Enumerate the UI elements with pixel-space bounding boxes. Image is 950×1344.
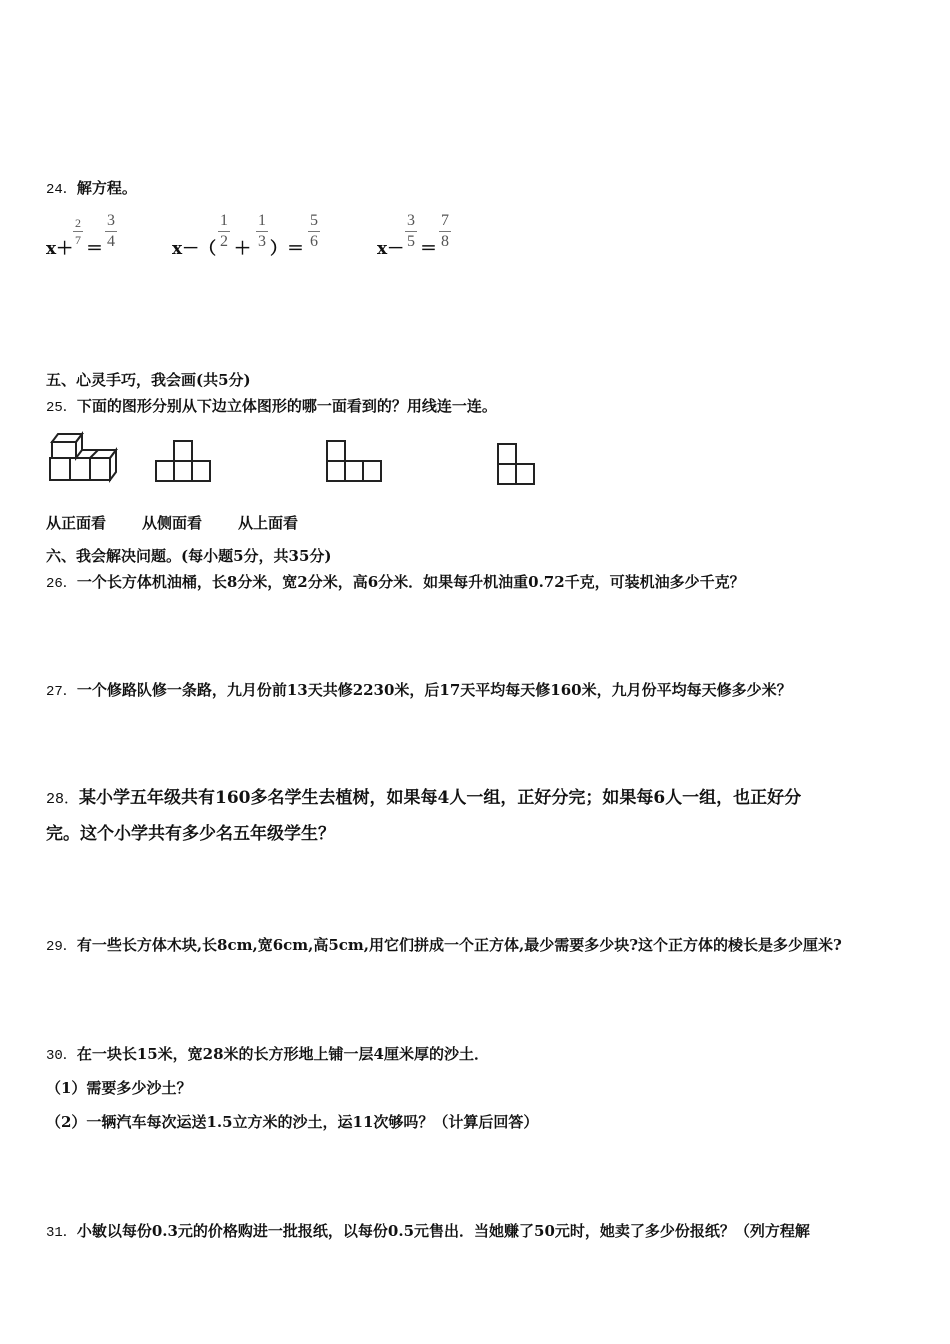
equals-sign: ＝: [420, 239, 437, 259]
question-number: 31．: [46, 1225, 77, 1241]
equation-1: [46, 210, 136, 260]
question-text: 小敏以每份0.3元的价格购进一批报纸，以每份0.5元售出．当她赚了50元时，她卖了多少份报纸？（列方程解: [76, 1222, 810, 1240]
fraction: 5 6: [310, 212, 318, 250]
question-26: [46, 571, 745, 592]
question-27: [46, 679, 792, 700]
solid-figure: [46, 430, 118, 484]
question-text: 一个修路队修一条路，九月份前13天共修2230米，后17天平均每天修160米，九月份平均每天修多少米？: [76, 681, 792, 699]
fraction: 1 2: [220, 212, 228, 250]
label-top-view: 从上面看: [238, 514, 299, 532]
label-front-view: 从正面看: [46, 514, 107, 532]
question-number: 24．: [46, 182, 77, 198]
section-5-title: 五、心灵手巧，我会画(共5分): [46, 371, 251, 389]
fraction: 3 4: [107, 212, 115, 250]
equals-sign: ＝: [86, 239, 103, 259]
view-figure-a: [155, 438, 213, 484]
question-number: 26．: [46, 576, 77, 592]
question-31: [46, 1220, 810, 1241]
question-text: 下面的图形分别从下边立体图形的哪一面看到的？用线连一连。: [76, 397, 497, 415]
equation-close: ）＝: [270, 239, 304, 259]
label-side-view: 从侧面看: [142, 514, 203, 532]
question-text-line2: 完。这个小学共有多少名五年级学生？: [46, 824, 335, 844]
question-text: 一个长方体机油桶，长8分米，宽2分米，高6分米．如果每升机油重0.72千克，可装机油多少千克？: [76, 573, 745, 591]
view-figure-c: [496, 442, 536, 488]
equation-prefix: x－（: [172, 239, 217, 259]
question-text: 有一些长方体木块,长8cm,宽6cm,高5cm,用它们拼成一个正方体,最少需要多少块?这个正方体的棱长是多少厘米?: [76, 936, 842, 954]
question-number: 28．: [46, 791, 80, 808]
equation-prefix: x＋: [46, 239, 74, 259]
question-30-part-2: （2）一辆汽车每次运送1.5立方米的沙土，运11次够吗？（计算后回答）: [46, 1113, 539, 1131]
question-24: [46, 177, 137, 198]
question-25: [46, 395, 497, 416]
equation-3: [377, 210, 467, 260]
question-number: 27．: [46, 684, 77, 700]
view-figure-b: [325, 438, 383, 484]
question-30: [46, 1043, 489, 1064]
fraction: 7 8: [441, 212, 449, 250]
question-30-part-1: （1）需要多少沙土？: [46, 1079, 192, 1097]
question-text: 在一块长15米，宽28米的长方形地上铺一层4厘米厚的沙土．: [76, 1045, 490, 1063]
question-number: 30．: [46, 1048, 77, 1064]
fraction: 3 5: [407, 212, 415, 250]
question-number: 25．: [46, 400, 77, 416]
question-text: 解方程。: [76, 179, 137, 197]
question-number: 29．: [46, 939, 77, 955]
fraction: 2 7: [75, 216, 81, 247]
question-text-line1: 某小学五年级共有160多名学生去植树，如果每4人一组，正好分完；如果每6人一组，也正好分: [79, 788, 802, 808]
equation-2: [172, 210, 332, 260]
question-28: [46, 781, 801, 851]
question-29: [46, 934, 842, 955]
fraction: 1 3: [258, 212, 266, 250]
section-6-title: 六、我会解决问题。(每小题5分，共35分): [46, 547, 332, 565]
plus-sign: ＋: [234, 239, 251, 259]
equation-prefix: x－: [377, 239, 405, 259]
